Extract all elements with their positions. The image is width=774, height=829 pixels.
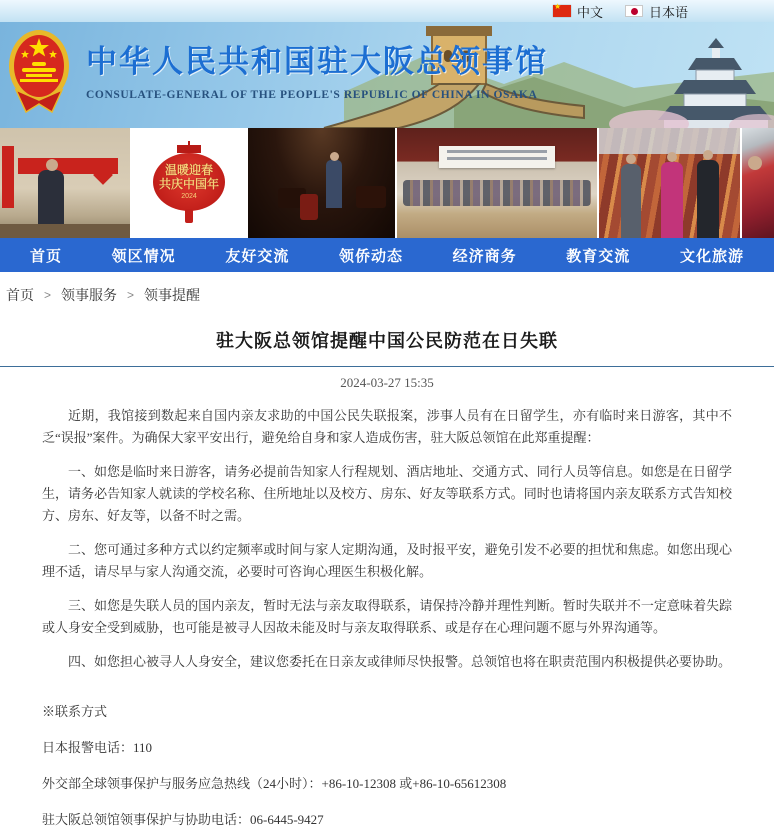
contact-line-mfa-hotline: 外交部全球领事保护与服务应急热线（24小时）：+86-10-12308 或+86-10-65612308: [42, 776, 507, 791]
speaker-head: [46, 159, 58, 171]
article-body: [0, 397, 774, 829]
breadcrumb: [0, 272, 774, 309]
lantern-year: 2024: [181, 193, 197, 200]
site-title-block: [86, 36, 548, 101]
national-emblem: [8, 28, 70, 114]
nav-item-education-exchange[interactable]: 教育交流: [566, 247, 631, 265]
nav-item-consular-district[interactable]: 领区情况: [111, 247, 176, 265]
main-nav: [0, 238, 774, 272]
site-header-banner: [0, 22, 774, 128]
nav-item-overseas-chinese[interactable]: 领侨动态: [338, 247, 403, 265]
stage-banner: [439, 146, 555, 168]
article-paragraph: 二、您可通过多种方式以约定频率或时间与家人定期沟通，及时报平安，避免引发不必要的担忧和焦虑。如您出现心理不适，请尽早与家人沟通交流，必要时可咨询心理医生积极化解。: [42, 542, 732, 579]
red-lantern: [147, 141, 231, 225]
breadcrumb-consular-services[interactable]: 领事服务: [61, 287, 118, 303]
contact-section: [42, 701, 732, 829]
article-paragraph: 三、如您是失联人员的国内亲友，暂时无法与亲友取得联系，请保持冷静并理性判断。暂时失联并不一定意味着失踪或人身安全受到威胁，也可能是被寻人因故未能及时与亲友取得联系、或是存在心理问题不愿与外界沟通等。: [42, 598, 732, 635]
speaker-figure: [38, 170, 64, 232]
contact-line-consulate-phone: 驻大阪总领馆领事保护与协助电话：06-6445-9427: [42, 812, 324, 827]
article-date: 2024-03-27 15:35: [340, 375, 434, 390]
contact-heading: ※联系方式: [42, 704, 108, 719]
lang-link-chinese[interactable]: [553, 2, 603, 21]
photo-event-closeup[interactable]: [742, 128, 774, 238]
red-banner: [2, 146, 14, 208]
article-title: 驻大阪总领馆提醒中国公民防范在日失联: [216, 331, 558, 351]
photo-carousel: [0, 128, 774, 238]
breadcrumb-separator: >: [44, 288, 52, 302]
japan-flag-icon: [625, 5, 643, 17]
photo-stage-group[interactable]: [397, 128, 597, 238]
breadcrumb-home[interactable]: 首页: [6, 287, 34, 303]
photo-speech-event[interactable]: [0, 128, 130, 238]
photo-concert-hall[interactable]: [248, 128, 395, 238]
article-paragraph: 近期，我馆接到数起来自国内亲友求助的中国公民失联报案，涉事人员有在日留学生，亦有临时来日游客，其中不乏“误报”案件。为确保大家平安出行，避免给自身和家人造成伤害，驻大阪总领馆在此郑重提醒：: [42, 408, 732, 445]
lang-link-japanese[interactable]: [625, 2, 688, 21]
lang-label-chinese: 中文: [576, 4, 603, 20]
photo-chinatown-visit[interactable]: [599, 128, 740, 238]
nav-item-culture-tourism[interactable]: 文化旅游: [679, 247, 744, 265]
nav-item-friendly-exchanges[interactable]: 友好交流: [225, 247, 290, 265]
lantern-text: 温暖迎春 共庆中国年: [158, 163, 219, 191]
site-title-english: CONSULATE-GENERAL OF THE PEOPLE'S REPUBLIC OF CHINA IN OSAKA: [86, 89, 538, 101]
breadcrumb-separator: >: [127, 288, 135, 302]
contact-line-japan-police: 日本报警电话：110: [42, 740, 153, 755]
china-flag-icon: [553, 5, 571, 17]
language-bar: [0, 0, 774, 22]
nav-item-home[interactable]: 首页: [30, 247, 63, 265]
article-paragraph: 四、如您担心被寻人人身安全，建议您委托在日亲友或律师尽快报警。总领馆也将在职责范围内积极提供必要协助。: [68, 654, 732, 669]
photo-new-year-lantern[interactable]: [132, 128, 246, 238]
lang-label-japanese: 日本语: [648, 4, 688, 20]
article-paragraph: 一、如您是临时来日游客，请务必提前告知家人行程规划、酒店地址、交通方式、同行人员等信息。如您是在日留学生，请务必告知家人就读的学校名称、住所地址以及校方、房东、好友等联系方式。同时也请将国内亲友联系方式告知校方、房东、好友等，以备不时之需。: [42, 464, 732, 523]
desk: [0, 224, 130, 238]
breadcrumb-consular-reminder[interactable]: 领事提醒: [144, 287, 201, 303]
group-people: [403, 180, 591, 206]
site-title-chinese: 中华人民共和国驻大阪总领事馆: [86, 44, 548, 79]
nav-item-economy-commerce[interactable]: 经济商务: [452, 247, 517, 265]
conductor-figure: [326, 160, 342, 208]
